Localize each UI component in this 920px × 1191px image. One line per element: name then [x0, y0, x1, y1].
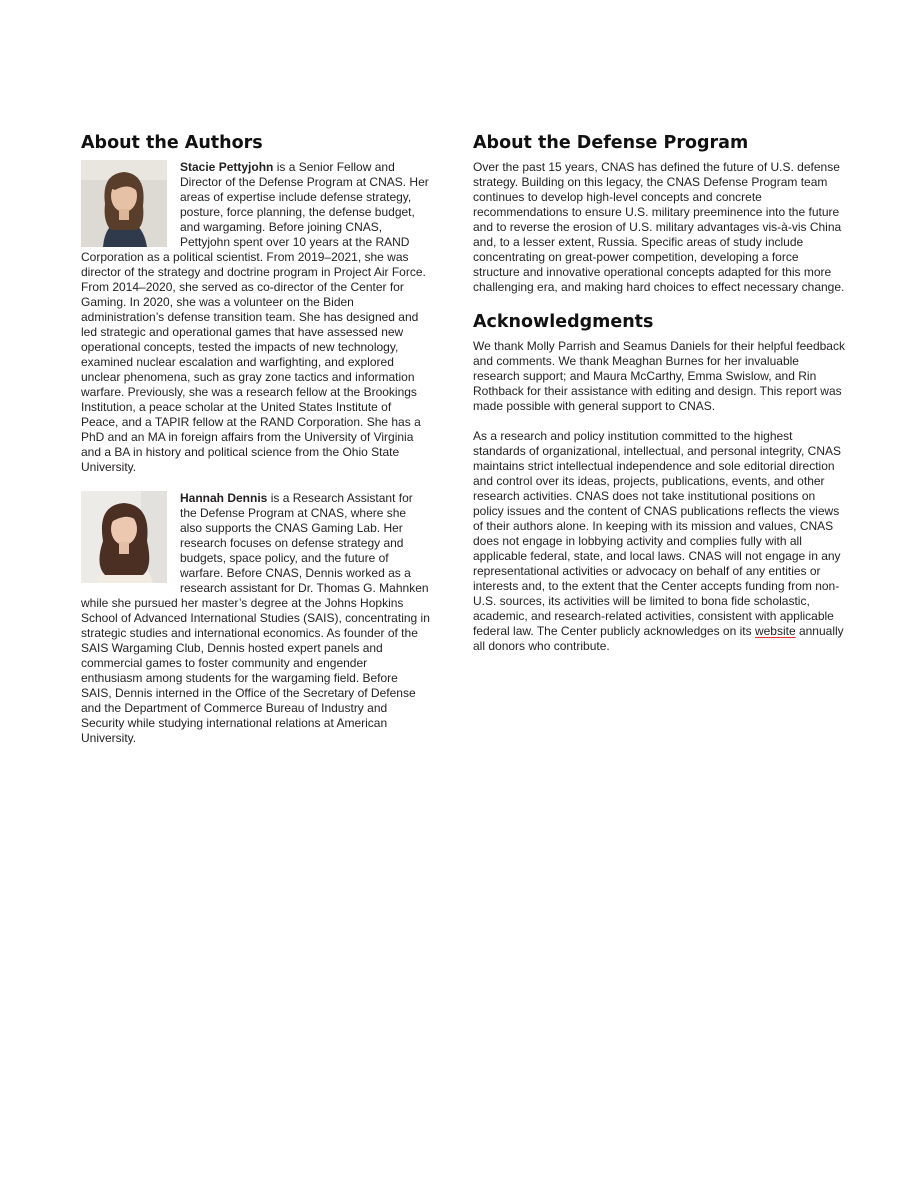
- independence-policy-text: [473, 429, 845, 654]
- author-photo-pettyjohn: [81, 160, 167, 247]
- author-bio-pettyjohn-body: is a Senior Fellow and Director of the Defense Program at CNAS. Her areas of expertise include defense strategy, posture, force planning, the defense budget, and wargaming. Before joining CNAS, Pettyjohn spent over 10 years at the RAND Corporation as a political scientist. From 2019–2021, she was director of the strategy and doctrine program in Project Air Force. From 2014–2020, she served as co-director of the Center for Gaming. In 2020, she was a volunteer on the Biden administration’s defense transition team. She has designed and led strategic and operational games that have assessed new operational concepts, tested the impacts of new technology, examined nuclear escalation and warfighting, and explored unclear phenomena, such as gray zone tactics and information warfare. Previously, she was a research fellow at the Brookings Institution, a peace scholar at the United States Institute of Peace, and a TAPIR fellow at the RAND Corporation. She has a PhD and an MA in foreign affairs from the University of Virginia and a BA in history and political science from the Ohio State University.: [81, 160, 429, 474]
- defense-program-heading: About the Defense Program: [473, 133, 749, 153]
- authors-heading: About the Authors: [81, 133, 263, 153]
- website-link[interactable]: website: [754, 624, 796, 638]
- author-bio-dennis-body: is a Research Assistant for the Defense Program at CNAS, where she also supports the CNAS Gaming Lab. Her research focuses on defense strategy and budgets, space policy, and the future of warfare. Before CNAS, Dennis worked as a research assistant for Dr. Thomas G. Mahnken while she pursued her master’s degree at the Johns Hopkins School of Advanced International Studies (SAIS), concentrating in strategic studies and international economics. As founder of the SAIS Wargaming Club, Dennis hosted expert panels and commercial games to foster community and engender enthusiasm among students for the wargaming field. Before SAIS, Dennis interned in the Office of the Secretary of Defense and the Department of Commerce Bureau of Industry and Security while studying international relations at American University.: [81, 491, 430, 745]
- defense-program-section: [473, 132, 845, 295]
- defense-program-text: Over the past 15 years, CNAS has defined the future of U.S. defense strategy. Building on this legacy, the CNAS Defense Program team continues to develop high-level concepts and concrete recommendations to ensure U.S. military preeminence into the future and to reverse the erosion of U.S. military advantages vis-à-vis China and, to a lesser extent, Russia. Specific areas of study include concentrating on great-power competition, developing a force structure and innovative operational concepts adapted for this more challenging era, and making hard choices to effect necessary change.: [473, 160, 845, 294]
- independence-policy-end: annually all donors who contribute.: [473, 624, 844, 653]
- author-name-pettyjohn: Stacie Pettyjohn: [180, 160, 274, 174]
- authors-section: [81, 132, 431, 746]
- author-bio-pettyjohn: [81, 160, 431, 475]
- right-column: [473, 132, 845, 654]
- independence-policy-body: As a research and policy institution committed to the highest standards of organizational, intellectual, and personal integrity, CNAS maintains strict intellectual independence and sole editorial direction and control over its ideas, projects, publications, events, and other research activities. CNAS does not take institutional positions on policy issues and the content of CNAS publications reflects the views of their authors alone. In keeping with its mission and values, CNAS does not engage in lobbying activity and complies fully with all applicable federal, state, and local laws. CNAS will not engage in any representational activities or advocacy on behalf of any entities or interests and, to the extent that the Center accepts funding from non-U.S. sources, its activities will be limited to bona fide scholastic, academic, and research-related activities, consistent with applicable federal law. The Center publicly acknowledges on its: [473, 429, 841, 638]
- acknowledgments-section: [473, 311, 845, 654]
- acknowledgments-text: We thank Molly Parrish and Seamus Daniels for their helpful feedback and comments. We thank Meaghan Burnes for her invaluable research support; and Maura McCarthy, Emma Swislow, and Rin Rothback for their assistance with editing and design. This report was made possible with general support to CNAS.: [473, 339, 845, 413]
- author-bio-dennis: [81, 491, 431, 746]
- author-photo-dennis: [81, 491, 167, 583]
- acknowledgments-heading: Acknowledgments: [473, 312, 654, 332]
- author-name-dennis: Hannah Dennis: [180, 491, 268, 505]
